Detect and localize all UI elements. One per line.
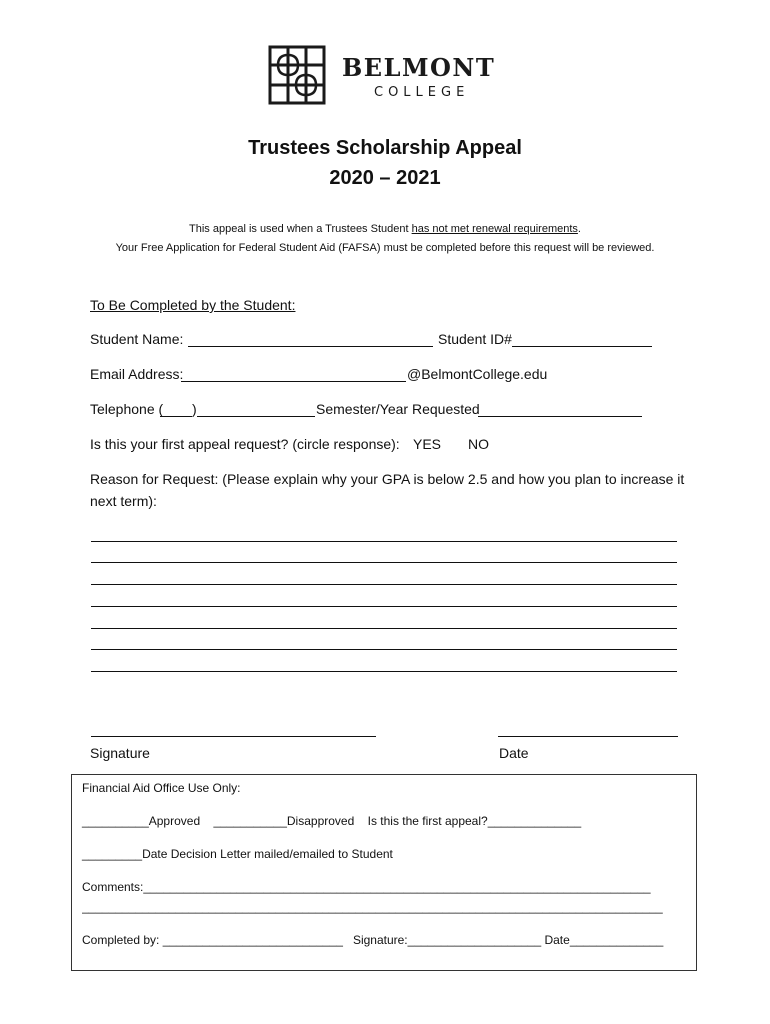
telephone-field[interactable] [197, 416, 315, 417]
student-section-heading: To Be Completed by the Student: [90, 297, 296, 313]
email-domain: @BelmontCollege.edu [407, 366, 548, 382]
reason-line[interactable] [91, 649, 677, 650]
telephone-paren: ) [192, 401, 197, 417]
student-name-label: Student Name: [90, 331, 184, 347]
area-code-field[interactable] [160, 416, 192, 417]
approved-label: Approved [148, 814, 201, 828]
form-year: 2020 – 2021 [329, 167, 441, 189]
telephone-label: Telephone ( [90, 401, 164, 417]
office-date-field[interactable]: ______________ [569, 933, 664, 947]
disapproved-field[interactable]: ___________ [213, 814, 287, 828]
email-label: Email Address: [90, 366, 184, 382]
completed-row [82, 933, 663, 947]
approved-row [82, 814, 581, 828]
email-field[interactable] [181, 381, 406, 382]
completed-by-field[interactable]: ___________________________ [162, 933, 343, 947]
comments-field[interactable]: ____________________________________________________________________________ [143, 880, 651, 894]
first-appeal-field[interactable]: ______________ [487, 814, 582, 828]
office-heading: Financial Aid Office Use Only: [82, 781, 241, 795]
no-option[interactable]: NO [468, 436, 489, 452]
logo-subtitle: COLLEGE [374, 85, 470, 100]
office-signature-field[interactable]: ____________________ [407, 933, 542, 947]
first-appeal-label: Is this the first appeal? [367, 814, 488, 828]
comments-field-2[interactable]: _______________________________________________________________________________________ [82, 900, 663, 914]
approved-field[interactable]: __________ [82, 814, 149, 828]
reason-label: Reason for Request: (Please explain why your GPA is below 2.5 and how you plan to increase it [90, 471, 685, 487]
date-line[interactable] [498, 736, 678, 737]
first-appeal-question: Is this your first appeal request? (circle response): [90, 436, 400, 452]
belmont-logo-icon [268, 45, 326, 105]
decision-label: Date Decision Letter mailed/emailed to Student [142, 847, 393, 861]
reason-line[interactable] [91, 606, 677, 607]
yes-option[interactable]: YES [413, 436, 442, 452]
intro-line-2: Your Free Application for Federal Student Aid (FAFSA) must be completed before this request will be reviewed. [115, 242, 655, 254]
logo-name: BELMONT [342, 53, 496, 82]
reason-line[interactable] [91, 671, 677, 672]
requirements-note: has not met renewal requirements [411, 223, 578, 235]
form-title: Trustees Scholarship Appeal [248, 137, 522, 159]
office-date-label: Date [544, 933, 570, 947]
date-label: Date [499, 745, 529, 761]
decision-date-field[interactable]: _________ [82, 847, 143, 861]
office-signature-label: Signature: [352, 933, 408, 947]
disapproved-label: Disapproved [286, 814, 355, 828]
reason-line[interactable] [91, 541, 677, 542]
semester-label: Semester/Year Requested [316, 401, 480, 417]
comments-label: Comments: [82, 880, 144, 894]
comments-row [82, 880, 651, 894]
student-id-field[interactable] [512, 346, 652, 347]
decision-row [82, 847, 393, 861]
semester-field[interactable] [478, 416, 642, 417]
student-id-label: Student ID# [438, 331, 512, 347]
reason-line[interactable] [91, 562, 677, 563]
intro-line-1: This appeal is used when a Trustees Student has not met renewal requirements. [189, 223, 581, 235]
signature-label: Signature [90, 745, 150, 761]
reason-label-cont: next term): [90, 493, 157, 509]
college-logo [268, 45, 508, 107]
reason-line[interactable] [91, 628, 677, 629]
completed-by-label: Completed by: [82, 933, 160, 947]
student-name-field[interactable] [188, 346, 433, 347]
reason-line[interactable] [91, 584, 677, 585]
signature-line[interactable] [91, 736, 376, 737]
